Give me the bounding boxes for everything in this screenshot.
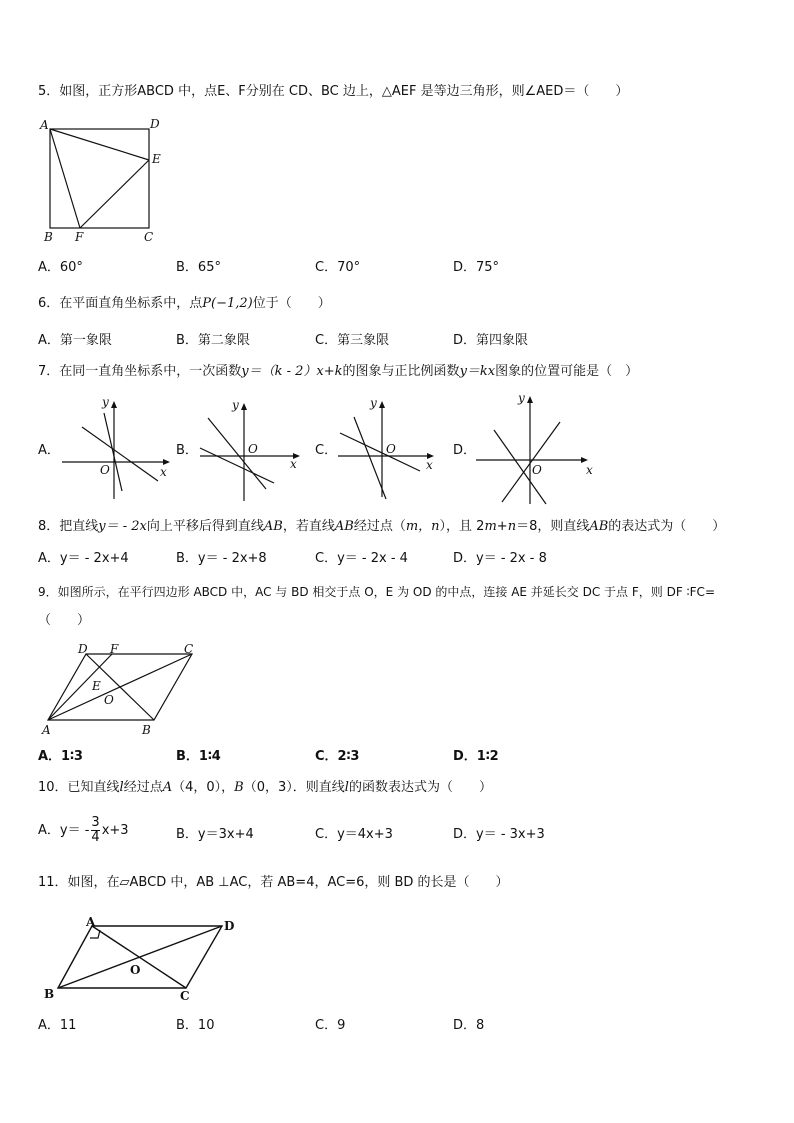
q7-a-origin: O [100,463,110,477]
q11-stem: 11．如图，在▱ABCD 中，AB ⊥AC，若 AB=4，AC=6，则 BD 的长是（ ） [38,875,509,890]
q10-option-b: B．y＝3x+4 [176,827,254,842]
q8-stem-e: ），且 2 [439,519,485,534]
q7-a-ylabel: y [102,395,109,409]
q10-option-a-post: x+3 [101,823,129,838]
q6-point: P(−1,2) [202,296,253,311]
q7-option-b-letter: B． [176,443,198,458]
q8-plus: + [496,519,508,534]
q10-option-c: C．y＝4x+3 [315,827,393,842]
q10-stem-b: 经过点 [123,780,163,795]
q5-label-e: E [152,152,161,166]
q11-label-c: C [180,989,190,1003]
q5-square-figure [36,115,176,247]
q5-label-f: F [75,230,84,244]
q9-option-b: B．1∶4 [176,749,221,764]
q8-m: m [484,519,497,534]
q7-option-d-letter: D． [453,443,477,458]
q10-stem-d: （0，3）．则直线 [243,780,345,795]
q7-graph-c [334,393,452,503]
q10-stem-a: 10．已知直线 [38,780,120,795]
q8-n: n [507,519,517,534]
q8-option-b: B．y＝ - 2x+8 [176,551,267,566]
q9-label-f: F [110,642,119,656]
q9-parallelogram-figure [36,640,206,738]
q6-option-b: B．第二象限 [176,333,250,348]
q7-func2: y＝kx [459,364,496,379]
q8-mn: m，n [405,519,440,534]
q7-c-origin: O [386,442,396,456]
q9-option-c: C．2∶3 [315,749,360,764]
q7-d-ylabel: y [518,391,525,405]
q8-ab1: AB [263,519,283,534]
q7-stem [38,363,638,381]
q5-option-c: C．70° [315,260,361,275]
q10-option-a-pre: A．y＝ - [38,823,90,838]
q10-option-a-num: 3 [91,815,100,830]
q8-option-c: C．y＝ - 2x - 4 [315,551,408,566]
q9-label-e: E [92,679,101,693]
q7-graph-a [58,393,176,503]
q10-option-a-den: 4 [91,830,100,845]
q10-pb: B [234,780,244,795]
q7-b-ylabel: y [232,398,239,412]
q5-option-a: A．60° [38,260,83,275]
q7-a-xlabel: x [160,465,167,479]
q7-option-a-letter: A． [38,443,60,458]
q11-option-c: C．9 [315,1018,346,1033]
q8-stem-c: ，若直线 [282,519,335,534]
q5-option-d: D．75° [453,260,500,275]
q5-stem: 5．如图，正方形ABCD 中，点E、F分别在 CD、BC 边上，△AEF 是等边三角形，则∠AED＝（ ） [38,84,629,99]
q11-label-b: B [44,987,55,1001]
q9-label-o: O [104,693,114,707]
q9-stem: 9．如图所示，在平行四边形 ABCD 中，AC 与 BD 相交于点 O，E 为 OD 的中点，连接 AE 并延长交 DC 于点 F，则 DF ∶FC= [38,585,715,599]
q7-b-origin: O [248,442,258,456]
q8-stem-g: 的表达式为（ ） [608,519,726,534]
q7-c-xlabel: x [426,458,433,472]
q5-label-b: B [44,230,53,244]
q5-label-c: C [144,230,154,244]
q8-stem-b: 向上平移后得到直线 [146,519,264,534]
q8-ab2: AB [334,519,354,534]
q11-option-d: D．8 [453,1018,485,1033]
q9-label-a: A [42,723,51,737]
q11-label-a: A [86,915,96,929]
q5-label-d: D [150,117,160,131]
q8-line1: y＝ - 2x [98,519,147,534]
q7-stem-a: 7．在同一直角坐标系中，一次函数 [38,364,242,379]
q9-stem2: （ ） [38,613,91,628]
q10-option-a-fraction [91,816,99,845]
q8-stem-a: 8．把直线 [38,519,99,534]
q9-label-b: B [142,723,151,737]
q6-suffix: 位于（ ） [252,296,331,311]
q8-stem-d: 经过点（ [353,519,406,534]
q9-option-a: A．1∶3 [38,749,83,764]
q6-option-d: D．第四象限 [453,333,529,348]
q7-option-c-letter: C． [315,443,338,458]
q7-stem-c: 图象的位置可能是（ ） [495,364,639,379]
q10-option-d: D．y＝ - 3x+3 [453,827,545,842]
q10-stem-c: （4，0）， [172,780,235,795]
q6-stem [38,295,331,313]
q8-stem [38,518,725,536]
q7-func1: y＝（k - 2）x+k [241,364,343,379]
q11-label-d: D [224,919,235,933]
q5-option-b: B．65° [176,260,221,275]
q5-label-a: A [40,118,49,132]
q8-ab3: AB [589,519,609,534]
q6-option-a: A．第一象限 [38,333,112,348]
q7-c-ylabel: y [370,396,377,410]
q11-option-b: B．10 [176,1018,215,1033]
q7-graph-d [472,388,596,506]
q9-label-d: D [78,642,88,656]
q8-option-a: A．y＝ - 2x+4 [38,551,129,566]
q6-option-c: C．第三象限 [315,333,390,348]
q7-graph-b [196,393,314,503]
q9-option-d: D．1∶2 [453,749,499,764]
q7-d-xlabel: x [586,463,593,477]
q11-label-o: O [130,963,141,977]
q7-d-origin: O [532,463,542,477]
q11-parallelogram-figure [40,912,246,1004]
q10-l1: l [119,780,124,795]
q10-stem [38,779,492,797]
q7-b-xlabel: x [290,457,297,471]
q10-l2: l [344,780,349,795]
q10-pa: A [162,780,173,795]
q8-stem-f: ＝8，则直线 [516,519,590,534]
q10-option-a [38,816,129,845]
q10-stem-e: 的函数表达式为（ ） [348,780,492,795]
q8-option-d: D．y＝ - 2x - 8 [453,551,547,566]
q9-label-c: C [184,642,194,656]
q11-option-a: A．11 [38,1018,77,1033]
q6-prefix: 6．在平面直角坐标系中，点 [38,296,203,311]
q7-stem-b: 的图象与正比例函数 [342,364,460,379]
